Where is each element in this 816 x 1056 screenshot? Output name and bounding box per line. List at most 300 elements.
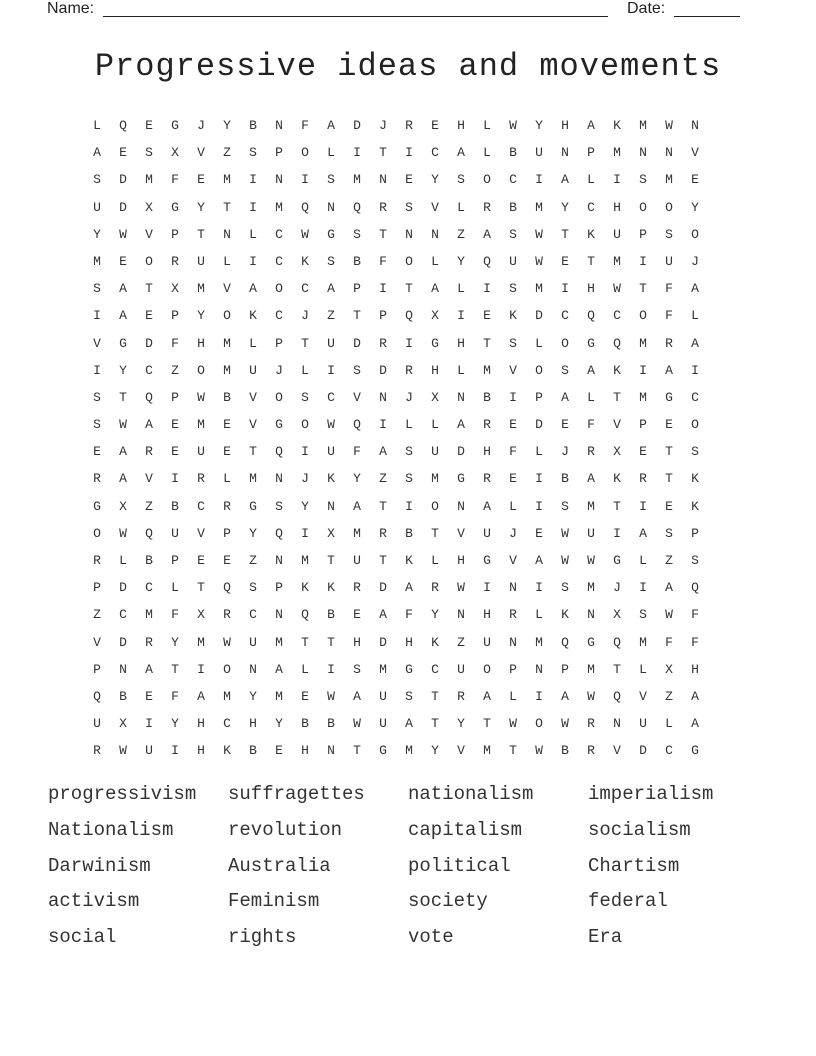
grid-letter[interactable]: G bbox=[587, 634, 595, 650]
grid-letter[interactable]: J bbox=[509, 525, 517, 541]
grid-letter[interactable]: S bbox=[639, 607, 647, 623]
grid-letter[interactable]: I bbox=[171, 471, 179, 487]
grid-letter[interactable]: M bbox=[223, 172, 231, 188]
grid-letter[interactable]: R bbox=[223, 607, 231, 623]
grid-letter[interactable]: K bbox=[509, 308, 517, 324]
grid-letter[interactable]: A bbox=[145, 661, 153, 677]
grid-letter[interactable]: U bbox=[353, 553, 361, 568]
grid-letter[interactable]: J bbox=[275, 362, 283, 378]
grid-letter[interactable]: Q bbox=[145, 389, 153, 405]
grid-letter[interactable]: B bbox=[145, 553, 153, 568]
grid-letter[interactable]: R bbox=[431, 580, 439, 596]
grid-letter[interactable]: H bbox=[613, 199, 621, 215]
grid-letter[interactable]: M bbox=[431, 471, 439, 487]
grid-letter[interactable]: B bbox=[509, 145, 517, 161]
grid-letter[interactable]: O bbox=[691, 226, 699, 242]
grid-letter[interactable]: I bbox=[145, 716, 153, 732]
grid-letter[interactable]: J bbox=[613, 580, 621, 596]
grid-letter[interactable]: I bbox=[457, 308, 465, 324]
grid-letter[interactable]: S bbox=[405, 471, 413, 487]
grid-letter[interactable]: A bbox=[639, 525, 647, 541]
grid-letter[interactable]: Y bbox=[171, 716, 179, 732]
grid-letter[interactable]: T bbox=[431, 525, 439, 541]
grid-letter[interactable]: K bbox=[223, 743, 231, 759]
grid-letter[interactable]: E bbox=[223, 553, 231, 568]
grid-letter[interactable]: D bbox=[379, 634, 387, 650]
grid-letter[interactable]: B bbox=[171, 498, 179, 514]
grid-letter[interactable]: V bbox=[509, 553, 517, 568]
grid-letter[interactable]: M bbox=[587, 498, 595, 514]
grid-letter[interactable]: P bbox=[93, 580, 101, 596]
grid-letter[interactable]: A bbox=[327, 281, 335, 297]
grid-letter[interactable]: Z bbox=[249, 553, 257, 568]
grid-letter[interactable]: R bbox=[587, 716, 595, 732]
grid-letter[interactable]: L bbox=[405, 417, 413, 433]
grid-letter[interactable]: E bbox=[145, 118, 153, 133]
grid-letter[interactable]: S bbox=[353, 226, 361, 242]
grid-letter[interactable]: F bbox=[353, 444, 361, 460]
grid-letter[interactable]: R bbox=[483, 417, 491, 433]
grid-letter[interactable]: W bbox=[119, 743, 127, 759]
grid-letter[interactable]: I bbox=[405, 498, 413, 514]
grid-letter[interactable]: Y bbox=[353, 471, 361, 487]
grid-letter[interactable]: R bbox=[93, 743, 101, 759]
grid-letter[interactable]: N bbox=[509, 580, 517, 596]
grid-letter[interactable]: V bbox=[457, 525, 465, 541]
grid-letter[interactable]: W bbox=[301, 226, 309, 242]
grid-letter[interactable]: V bbox=[145, 226, 153, 242]
grid-letter[interactable]: U bbox=[171, 525, 179, 541]
grid-letter[interactable]: L bbox=[457, 362, 465, 378]
grid-letter[interactable]: H bbox=[561, 118, 569, 133]
grid-letter[interactable]: W bbox=[119, 525, 127, 541]
grid-letter[interactable]: W bbox=[665, 118, 673, 133]
grid-letter[interactable]: T bbox=[483, 716, 491, 732]
grid-letter[interactable]: I bbox=[639, 362, 647, 378]
grid-letter[interactable]: W bbox=[509, 118, 517, 133]
grid-letter[interactable]: N bbox=[249, 661, 257, 677]
grid-letter[interactable]: X bbox=[613, 444, 621, 460]
grid-letter[interactable]: O bbox=[639, 199, 647, 215]
grid-letter[interactable]: C bbox=[691, 389, 699, 405]
grid-letter[interactable]: C bbox=[275, 253, 283, 269]
grid-letter[interactable]: W bbox=[587, 553, 595, 568]
grid-letter[interactable]: R bbox=[665, 335, 673, 351]
grid-letter[interactable]: L bbox=[301, 661, 309, 677]
grid-letter[interactable]: C bbox=[197, 498, 205, 514]
grid-letter[interactable]: B bbox=[561, 471, 569, 487]
grid-letter[interactable]: E bbox=[665, 498, 673, 514]
grid-letter[interactable]: E bbox=[509, 417, 517, 433]
grid-letter[interactable]: Q bbox=[301, 607, 309, 623]
grid-letter[interactable]: U bbox=[457, 661, 465, 677]
grid-letter[interactable]: M bbox=[535, 281, 543, 297]
grid-letter[interactable]: I bbox=[483, 281, 491, 297]
grid-letter[interactable]: Z bbox=[93, 607, 101, 623]
grid-letter[interactable]: X bbox=[171, 145, 179, 161]
grid-letter[interactable]: R bbox=[197, 471, 205, 487]
grid-letter[interactable]: S bbox=[509, 226, 517, 242]
grid-letter[interactable]: A bbox=[119, 471, 127, 487]
grid-letter[interactable]: O bbox=[691, 417, 699, 433]
grid-letter[interactable]: I bbox=[327, 661, 335, 677]
grid-letter[interactable]: Y bbox=[431, 172, 439, 188]
grid-letter[interactable]: T bbox=[197, 226, 205, 242]
grid-letter[interactable]: X bbox=[665, 661, 673, 677]
grid-letter[interactable]: C bbox=[561, 308, 569, 324]
grid-letter[interactable]: U bbox=[197, 253, 205, 269]
grid-letter[interactable]: M bbox=[223, 688, 231, 704]
grid-letter[interactable]: E bbox=[275, 743, 283, 759]
grid-letter[interactable]: I bbox=[249, 172, 257, 188]
grid-letter[interactable]: E bbox=[431, 118, 439, 133]
grid-letter[interactable]: A bbox=[119, 308, 127, 324]
grid-letter[interactable]: B bbox=[327, 607, 335, 623]
grid-letter[interactable]: B bbox=[301, 716, 309, 732]
grid-letter[interactable]: J bbox=[379, 118, 387, 133]
grid-letter[interactable]: Y bbox=[691, 199, 699, 215]
grid-letter[interactable]: M bbox=[665, 172, 673, 188]
grid-letter[interactable]: U bbox=[483, 634, 491, 650]
grid-letter[interactable]: X bbox=[613, 607, 621, 623]
grid-letter[interactable]: N bbox=[535, 661, 543, 677]
grid-letter[interactable]: C bbox=[327, 389, 335, 405]
grid-letter[interactable]: T bbox=[171, 661, 179, 677]
grid-letter[interactable]: X bbox=[431, 308, 439, 324]
grid-letter[interactable]: A bbox=[275, 661, 283, 677]
grid-letter[interactable]: M bbox=[613, 145, 621, 161]
grid-letter[interactable]: I bbox=[249, 253, 257, 269]
grid-letter[interactable]: C bbox=[275, 308, 283, 324]
grid-letter[interactable]: L bbox=[483, 145, 491, 161]
date-blank-line[interactable] bbox=[674, 16, 740, 17]
grid-letter[interactable]: V bbox=[613, 743, 621, 759]
grid-letter[interactable]: M bbox=[639, 389, 647, 405]
grid-letter[interactable]: A bbox=[561, 389, 569, 405]
grid-letter[interactable]: F bbox=[665, 634, 673, 650]
grid-letter[interactable]: V bbox=[691, 145, 699, 161]
grid-letter[interactable]: V bbox=[509, 362, 517, 378]
grid-letter[interactable]: J bbox=[197, 118, 205, 133]
grid-letter[interactable]: S bbox=[665, 525, 673, 541]
grid-letter[interactable]: A bbox=[431, 281, 439, 297]
grid-letter[interactable]: N bbox=[587, 607, 595, 623]
grid-letter[interactable]: W bbox=[353, 716, 361, 732]
grid-letter[interactable]: B bbox=[483, 389, 491, 405]
grid-letter[interactable]: P bbox=[171, 226, 179, 242]
grid-letter[interactable]: M bbox=[145, 172, 153, 188]
grid-letter[interactable]: P bbox=[275, 580, 283, 596]
grid-letter[interactable]: S bbox=[405, 199, 413, 215]
grid-letter[interactable]: L bbox=[535, 444, 543, 460]
grid-letter[interactable]: T bbox=[405, 281, 413, 297]
grid-letter[interactable]: X bbox=[431, 389, 439, 405]
grid-letter[interactable]: V bbox=[431, 199, 439, 215]
grid-letter[interactable]: G bbox=[171, 199, 179, 215]
grid-letter[interactable]: I bbox=[535, 580, 543, 596]
grid-letter[interactable]: K bbox=[613, 362, 621, 378]
grid-letter[interactable]: A bbox=[561, 688, 569, 704]
grid-letter[interactable]: N bbox=[275, 172, 283, 188]
grid-letter[interactable]: U bbox=[483, 525, 491, 541]
grid-letter[interactable]: T bbox=[483, 335, 491, 351]
grid-letter[interactable]: A bbox=[665, 362, 673, 378]
grid-letter[interactable]: T bbox=[665, 444, 673, 460]
grid-letter[interactable]: S bbox=[249, 145, 257, 161]
grid-letter[interactable]: M bbox=[587, 580, 595, 596]
grid-letter[interactable]: W bbox=[561, 553, 569, 568]
grid-letter[interactable]: E bbox=[197, 172, 205, 188]
grid-letter[interactable]: G bbox=[119, 335, 127, 351]
grid-letter[interactable]: T bbox=[301, 634, 309, 650]
grid-letter[interactable]: N bbox=[405, 226, 413, 242]
grid-letter[interactable]: G bbox=[379, 743, 387, 759]
grid-letter[interactable]: H bbox=[301, 743, 309, 759]
grid-letter[interactable]: T bbox=[197, 580, 205, 596]
grid-letter[interactable]: I bbox=[249, 199, 257, 215]
grid-letter[interactable]: O bbox=[639, 308, 647, 324]
grid-letter[interactable]: J bbox=[405, 389, 413, 405]
grid-letter[interactable]: I bbox=[535, 172, 543, 188]
grid-letter[interactable]: A bbox=[587, 471, 595, 487]
grid-letter[interactable]: Y bbox=[119, 362, 127, 378]
grid-letter[interactable]: L bbox=[431, 417, 439, 433]
grid-letter[interactable]: W bbox=[509, 716, 517, 732]
grid-letter[interactable]: W bbox=[561, 525, 569, 541]
grid-letter[interactable]: L bbox=[509, 498, 517, 514]
grid-letter[interactable]: U bbox=[379, 688, 387, 704]
grid-letter[interactable]: E bbox=[483, 308, 491, 324]
grid-letter[interactable]: K bbox=[691, 498, 699, 514]
grid-letter[interactable]: U bbox=[379, 716, 387, 732]
grid-letter[interactable]: N bbox=[327, 498, 335, 514]
grid-letter[interactable]: Z bbox=[457, 634, 465, 650]
grid-letter[interactable]: S bbox=[509, 335, 517, 351]
grid-letter[interactable]: Y bbox=[457, 253, 465, 269]
grid-letter[interactable]: I bbox=[197, 661, 205, 677]
grid-letter[interactable]: O bbox=[197, 362, 205, 378]
grid-letter[interactable]: Y bbox=[431, 743, 439, 759]
grid-letter[interactable]: D bbox=[353, 118, 361, 133]
grid-letter[interactable]: P bbox=[691, 525, 699, 541]
grid-letter[interactable]: L bbox=[327, 145, 335, 161]
grid-letter[interactable]: S bbox=[249, 580, 257, 596]
grid-letter[interactable]: C bbox=[613, 308, 621, 324]
grid-letter[interactable]: J bbox=[301, 471, 309, 487]
grid-letter[interactable]: S bbox=[93, 281, 101, 297]
grid-letter[interactable]: R bbox=[93, 553, 101, 568]
grid-letter[interactable]: L bbox=[665, 716, 673, 732]
grid-letter[interactable]: U bbox=[587, 525, 595, 541]
grid-letter[interactable]: P bbox=[509, 661, 517, 677]
grid-letter[interactable]: B bbox=[353, 253, 361, 269]
grid-letter[interactable]: M bbox=[223, 362, 231, 378]
grid-letter[interactable]: R bbox=[483, 199, 491, 215]
grid-letter[interactable]: D bbox=[379, 362, 387, 378]
grid-letter[interactable]: V bbox=[457, 743, 465, 759]
grid-letter[interactable]: O bbox=[93, 525, 101, 541]
grid-letter[interactable]: G bbox=[431, 335, 439, 351]
grid-letter[interactable]: Y bbox=[249, 688, 257, 704]
grid-letter[interactable]: K bbox=[613, 118, 621, 133]
grid-letter[interactable]: T bbox=[431, 688, 439, 704]
grid-letter[interactable]: P bbox=[223, 525, 231, 541]
grid-letter[interactable]: H bbox=[587, 281, 595, 297]
grid-letter[interactable]: P bbox=[639, 417, 647, 433]
grid-letter[interactable]: L bbox=[457, 281, 465, 297]
grid-letter[interactable]: L bbox=[691, 308, 699, 324]
grid-letter[interactable]: V bbox=[197, 145, 205, 161]
grid-letter[interactable]: E bbox=[353, 607, 361, 623]
grid-letter[interactable]: L bbox=[587, 172, 595, 188]
grid-letter[interactable]: M bbox=[639, 335, 647, 351]
grid-letter[interactable]: T bbox=[353, 743, 361, 759]
grid-letter[interactable]: I bbox=[639, 253, 647, 269]
grid-letter[interactable]: R bbox=[145, 444, 153, 460]
grid-letter[interactable]: E bbox=[535, 525, 543, 541]
grid-letter[interactable]: G bbox=[457, 471, 465, 487]
grid-letter[interactable]: W bbox=[613, 281, 621, 297]
grid-letter[interactable]: H bbox=[457, 335, 465, 351]
grid-letter[interactable]: V bbox=[249, 389, 257, 405]
grid-letter[interactable]: A bbox=[483, 498, 491, 514]
grid-letter[interactable]: Q bbox=[405, 308, 413, 324]
grid-letter[interactable]: E bbox=[405, 172, 413, 188]
grid-letter[interactable]: P bbox=[639, 226, 647, 242]
grid-letter[interactable]: Q bbox=[691, 580, 699, 596]
grid-letter[interactable]: D bbox=[379, 580, 387, 596]
grid-letter[interactable]: I bbox=[639, 498, 647, 514]
grid-letter[interactable]: K bbox=[561, 607, 569, 623]
grid-letter[interactable]: B bbox=[119, 688, 127, 704]
grid-letter[interactable]: M bbox=[275, 199, 283, 215]
grid-letter[interactable]: N bbox=[691, 118, 699, 133]
grid-letter[interactable]: Q bbox=[613, 634, 621, 650]
grid-letter[interactable]: M bbox=[93, 253, 101, 269]
grid-letter[interactable]: R bbox=[379, 525, 387, 541]
grid-letter[interactable]: S bbox=[93, 417, 101, 433]
grid-letter[interactable]: U bbox=[249, 634, 257, 650]
grid-letter[interactable]: M bbox=[483, 362, 491, 378]
grid-letter[interactable]: N bbox=[457, 389, 465, 405]
grid-letter[interactable]: M bbox=[483, 743, 491, 759]
grid-letter[interactable]: M bbox=[613, 253, 621, 269]
grid-letter[interactable]: T bbox=[249, 444, 257, 460]
grid-letter[interactable]: S bbox=[405, 444, 413, 460]
grid-letter[interactable]: P bbox=[353, 281, 361, 297]
grid-letter[interactable]: I bbox=[509, 389, 517, 405]
grid-letter[interactable]: F bbox=[665, 281, 673, 297]
grid-letter[interactable]: M bbox=[639, 118, 647, 133]
grid-letter[interactable]: A bbox=[249, 281, 257, 297]
grid-letter[interactable]: Z bbox=[379, 471, 387, 487]
grid-letter[interactable]: S bbox=[405, 688, 413, 704]
grid-letter[interactable]: M bbox=[405, 743, 413, 759]
grid-letter[interactable]: T bbox=[327, 634, 335, 650]
grid-letter[interactable]: P bbox=[171, 553, 179, 568]
grid-letter[interactable]: S bbox=[561, 580, 569, 596]
grid-letter[interactable]: L bbox=[249, 335, 257, 351]
grid-letter[interactable]: T bbox=[639, 281, 647, 297]
grid-letter[interactable]: R bbox=[405, 362, 413, 378]
grid-letter[interactable]: U bbox=[431, 444, 439, 460]
grid-letter[interactable]: Q bbox=[119, 118, 127, 133]
grid-letter[interactable]: E bbox=[119, 253, 127, 269]
grid-letter[interactable]: K bbox=[301, 580, 309, 596]
grid-letter[interactable]: N bbox=[119, 661, 127, 677]
grid-letter[interactable]: G bbox=[691, 743, 699, 759]
grid-letter[interactable]: I bbox=[535, 688, 543, 704]
grid-letter[interactable]: K bbox=[587, 226, 595, 242]
grid-letter[interactable]: N bbox=[613, 716, 621, 732]
grid-letter[interactable]: I bbox=[301, 444, 309, 460]
grid-letter[interactable]: I bbox=[353, 145, 361, 161]
grid-letter[interactable]: U bbox=[327, 335, 335, 351]
grid-letter[interactable]: E bbox=[197, 553, 205, 568]
grid-letter[interactable]: C bbox=[145, 362, 153, 378]
grid-letter[interactable]: A bbox=[145, 417, 153, 433]
grid-letter[interactable]: H bbox=[457, 553, 465, 568]
grid-letter[interactable]: U bbox=[535, 145, 543, 161]
grid-letter[interactable]: X bbox=[119, 498, 127, 514]
grid-letter[interactable]: M bbox=[535, 634, 543, 650]
grid-letter[interactable]: Q bbox=[275, 444, 283, 460]
grid-letter[interactable]: V bbox=[93, 335, 101, 351]
grid-letter[interactable]: N bbox=[561, 145, 569, 161]
grid-letter[interactable]: O bbox=[301, 145, 309, 161]
grid-letter[interactable]: A bbox=[561, 172, 569, 188]
grid-letter[interactable]: P bbox=[93, 661, 101, 677]
grid-letter[interactable]: T bbox=[379, 145, 387, 161]
grid-letter[interactable]: U bbox=[327, 444, 335, 460]
grid-letter[interactable]: L bbox=[587, 389, 595, 405]
grid-letter[interactable]: L bbox=[93, 118, 101, 133]
grid-letter[interactable]: S bbox=[561, 498, 569, 514]
grid-letter[interactable]: A bbox=[379, 444, 387, 460]
grid-letter[interactable]: A bbox=[587, 118, 595, 133]
grid-letter[interactable]: E bbox=[171, 417, 179, 433]
grid-letter[interactable]: U bbox=[639, 716, 647, 732]
grid-letter[interactable]: M bbox=[353, 525, 361, 541]
grid-letter[interactable]: I bbox=[405, 145, 413, 161]
grid-letter[interactable]: A bbox=[119, 444, 127, 460]
grid-letter[interactable]: Q bbox=[223, 580, 231, 596]
grid-letter[interactable]: C bbox=[431, 661, 439, 677]
grid-letter[interactable]: O bbox=[301, 417, 309, 433]
grid-letter[interactable]: V bbox=[223, 281, 231, 297]
grid-letter[interactable]: U bbox=[93, 716, 101, 732]
grid-letter[interactable]: G bbox=[483, 553, 491, 568]
grid-letter[interactable]: W bbox=[535, 743, 543, 759]
grid-letter[interactable]: F bbox=[405, 607, 413, 623]
grid-letter[interactable]: V bbox=[249, 417, 257, 433]
grid-letter[interactable]: W bbox=[327, 417, 335, 433]
grid-letter[interactable]: A bbox=[405, 580, 413, 596]
grid-letter[interactable]: I bbox=[327, 362, 335, 378]
grid-letter[interactable]: A bbox=[353, 498, 361, 514]
grid-letter[interactable]: A bbox=[93, 145, 101, 161]
grid-letter[interactable]: N bbox=[509, 634, 517, 650]
grid-letter[interactable]: T bbox=[587, 253, 595, 269]
grid-letter[interactable]: A bbox=[483, 688, 491, 704]
grid-letter[interactable]: N bbox=[275, 118, 283, 133]
grid-letter[interactable]: I bbox=[93, 308, 101, 324]
grid-letter[interactable]: M bbox=[249, 471, 257, 487]
grid-letter[interactable]: Q bbox=[613, 335, 621, 351]
grid-letter[interactable]: H bbox=[691, 661, 699, 677]
grid-letter[interactable]: T bbox=[379, 226, 387, 242]
grid-letter[interactable]: Y bbox=[223, 118, 231, 133]
